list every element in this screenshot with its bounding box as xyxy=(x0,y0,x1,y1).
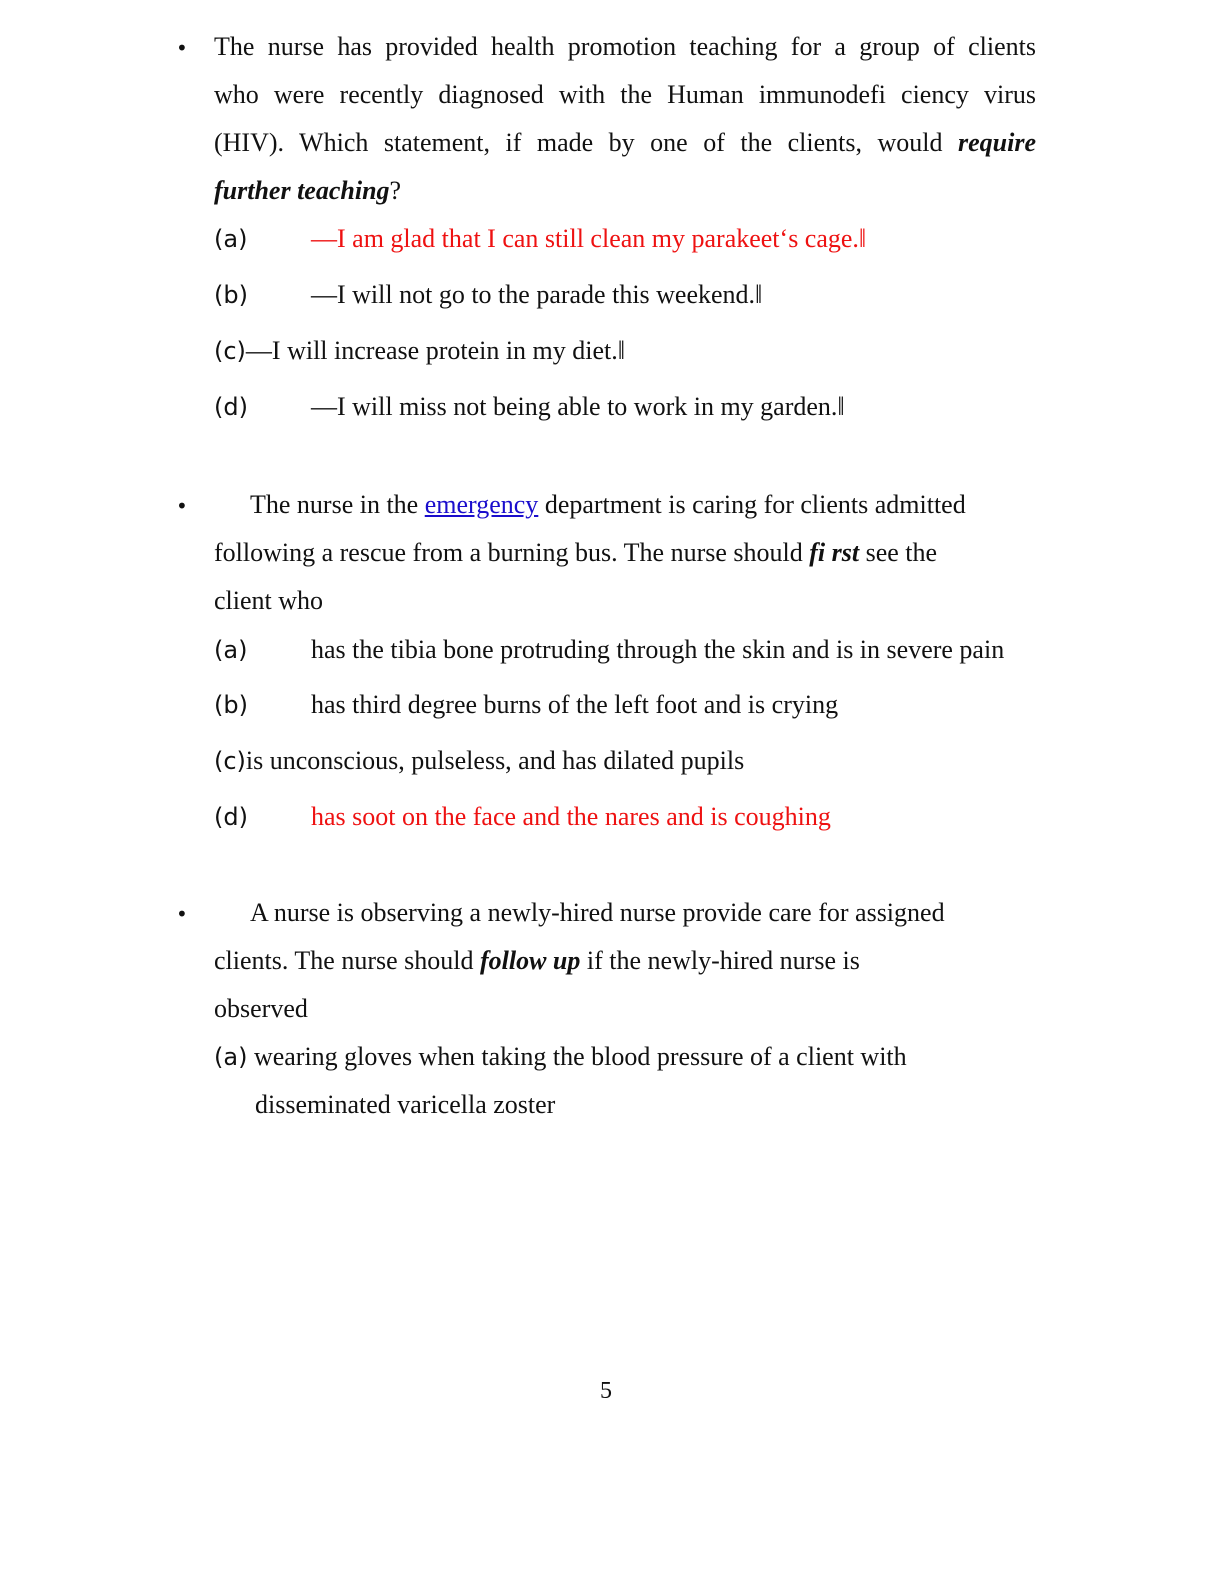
option-a xyxy=(214,223,867,255)
stem-line xyxy=(214,529,937,577)
stem-text: see the xyxy=(859,538,938,567)
option-text: —I will increase protein in my diet.‖ xyxy=(245,336,626,365)
stem-emphasis: follow up xyxy=(479,946,581,975)
question-stem xyxy=(250,481,966,529)
stem-text: ? xyxy=(389,176,402,205)
option-letter: (d) xyxy=(214,393,248,421)
stem-line: observed xyxy=(214,994,308,1023)
stem-text: (HIV). Which statement, if made by one of the clients, would xyxy=(214,128,943,157)
option-a xyxy=(214,634,1005,666)
option-b xyxy=(214,689,839,721)
question-stem xyxy=(214,23,1036,215)
bullet-icon: • xyxy=(176,494,188,518)
bullet-icon: • xyxy=(176,902,188,926)
stem-emphasis: further teaching xyxy=(214,176,390,205)
stem-text: clients. The nurse should xyxy=(214,946,480,975)
option-d xyxy=(214,391,845,423)
option-letter: (a) xyxy=(214,636,248,664)
stem-line xyxy=(250,481,966,529)
option-c xyxy=(214,745,744,777)
stem-line: The nurse has provided health promotion teaching for a group of clients xyxy=(214,32,1036,61)
option-text: has third degree burns of the left foot and is crying xyxy=(311,690,839,719)
stem-line xyxy=(214,119,1036,167)
option-letter: (b) xyxy=(214,281,248,309)
emergency-link[interactable]: emergency xyxy=(424,490,539,519)
option-a xyxy=(214,1041,907,1073)
option-a-continued xyxy=(255,1089,555,1121)
bullet-icon: • xyxy=(176,36,188,60)
option-letter: (b) xyxy=(214,691,248,719)
option-text: —I will miss not being able to work in my garden.‖ xyxy=(311,392,845,421)
option-text: —I am glad that I can still clean my parakeet‘s cage.‖ xyxy=(311,224,867,253)
option-b xyxy=(214,279,763,311)
option-text: disseminated varicella zoster xyxy=(255,1090,556,1119)
option-letter: (a) xyxy=(214,225,248,253)
question-stem-continued xyxy=(214,937,860,1033)
stem-text: The nurse in the xyxy=(250,490,425,519)
question-stem xyxy=(250,889,945,937)
stem-line: A nurse is observing a newly-hired nurse provide care for assigned xyxy=(250,898,945,927)
stem-line xyxy=(214,937,860,985)
option-letter: (a) xyxy=(214,1043,248,1071)
page-number: 5 xyxy=(600,1378,612,1404)
option-d xyxy=(214,801,831,833)
option-letter: (d) xyxy=(214,803,248,831)
stem-text: department is caring for clients admitted xyxy=(538,490,966,519)
option-text: wearing gloves when taking the blood pressure of a client with xyxy=(247,1042,907,1071)
option-text: is unconscious, pulseless, and has dilated pupils xyxy=(245,746,745,775)
option-text: has the tibia bone protruding through the skin and is in severe pain xyxy=(311,635,1005,664)
stem-line: who were recently diagnosed with the Human immunodefi ciency virus xyxy=(214,80,1036,109)
stem-emphasis: fi rst xyxy=(809,538,860,567)
stem-line: client who xyxy=(214,586,324,615)
question-stem-continued xyxy=(214,529,937,625)
option-c xyxy=(214,335,625,367)
option-text: has soot on the face and the nares and is coughing xyxy=(311,802,831,831)
option-text: —I will not go to the parade this weekend.‖ xyxy=(311,280,763,309)
stem-line xyxy=(214,167,1036,215)
stem-text: if the newly-hired nurse is xyxy=(580,946,860,975)
stem-emphasis: require xyxy=(958,128,1036,157)
option-letter: (c) xyxy=(214,747,246,775)
stem-text: following a rescue from a burning bus. The nurse should xyxy=(214,538,810,567)
option-letter: (c) xyxy=(214,337,246,365)
